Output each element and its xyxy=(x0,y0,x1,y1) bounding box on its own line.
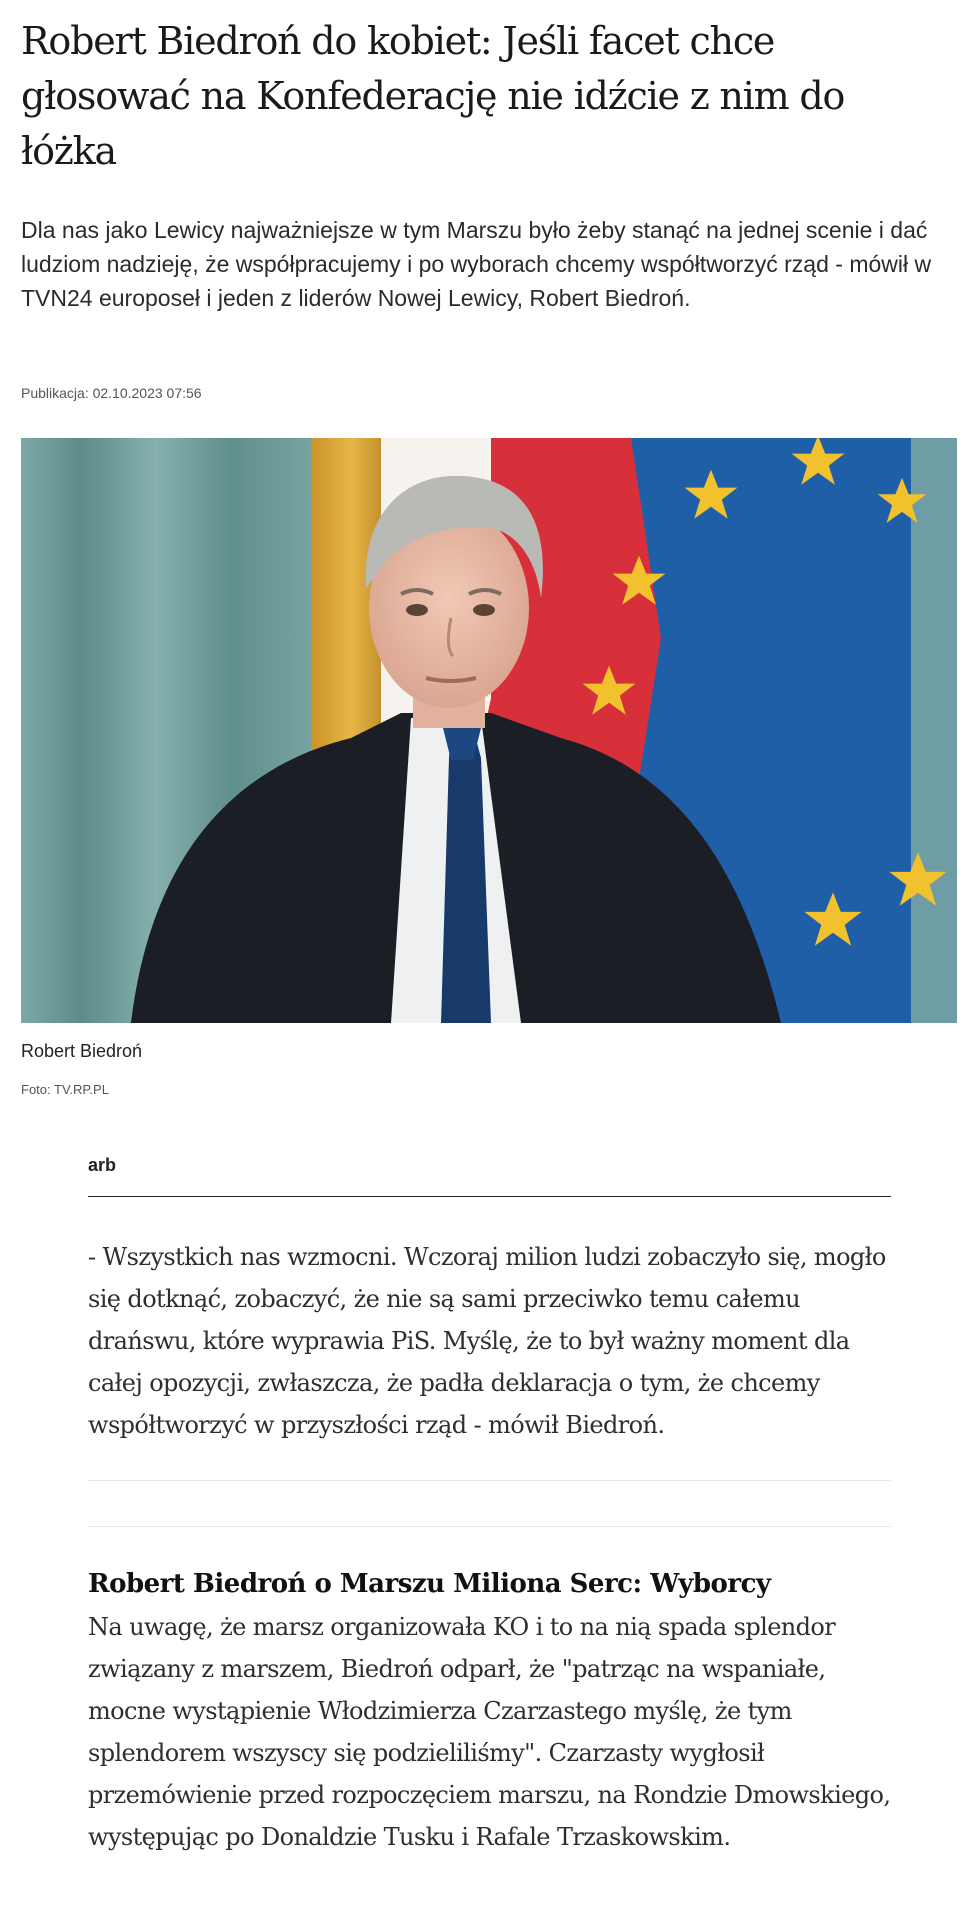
article-paragraph: Na uwagę, że marsz organizowała KO i to na nią spada splendor związany z marszem, Biedroń odparł, że "patrząc na wspaniałe, mocne wystąpienie Włodzimierza Czarzastego myślę, że tym splendorem wszyscy się podzieliliśmy". Czarzasty wygłosił przemówienie przed rozpoczęciem marszu, na Rondzie Dmowskiego, występując po Donaldzie Tusku i Rafale Trzaskowskim. xyxy=(88,1613,891,1851)
section-subheading: Robert Biedroń o Marszu Miliona Serc: Wyborcy xyxy=(88,1569,771,1599)
article-title: Robert Biedroń do kobiet: Jeśli facet chce głosować na Konfederację nie idźcie z nim do łóżka xyxy=(21,19,845,173)
section-divider xyxy=(88,1480,891,1481)
article-lead: Dla nas jako Lewicy najważniejsze w tym Marszu było żeby stanąć na jednej scenie i dać ludziom nadzieję, że współpracujemy i po wyborach chcemy współtworzyć rząd - mówił w TVN24 europoseł i jeden z liderów Nowej Lewicy, Robert Biedroń. xyxy=(21,217,932,311)
right-eye xyxy=(473,604,495,616)
section-divider xyxy=(88,1526,891,1527)
photo-credit: Foto: TV.RP.PL xyxy=(21,1082,109,1097)
author-name[interactable]: arb xyxy=(88,1155,117,1175)
article-photo[interactable] xyxy=(21,438,957,1023)
author-divider xyxy=(88,1196,891,1197)
article-paragraph: - Wszystkich nas wzmocni. Wczoraj milion ludzi zobaczyło się, mogło się dotknąć, zobaczyć, że nie są sami przeciwko temu całemu drańswu, które wyprawia PiS. Myślę, że to był ważny moment dla całej opozycji, zwłaszcza, że padła deklaracja o tym, że chcemy współtworzyć w przyszłości rząd - mówił Biedroń. xyxy=(88,1243,886,1439)
left-eye xyxy=(406,604,428,616)
publication-date: Publikacja: 02.10.2023 07:56 xyxy=(21,385,202,401)
photo-illustration xyxy=(21,438,957,1023)
curtain-right xyxy=(911,438,957,1023)
photo-caption: Robert Biedroń xyxy=(21,1041,143,1061)
